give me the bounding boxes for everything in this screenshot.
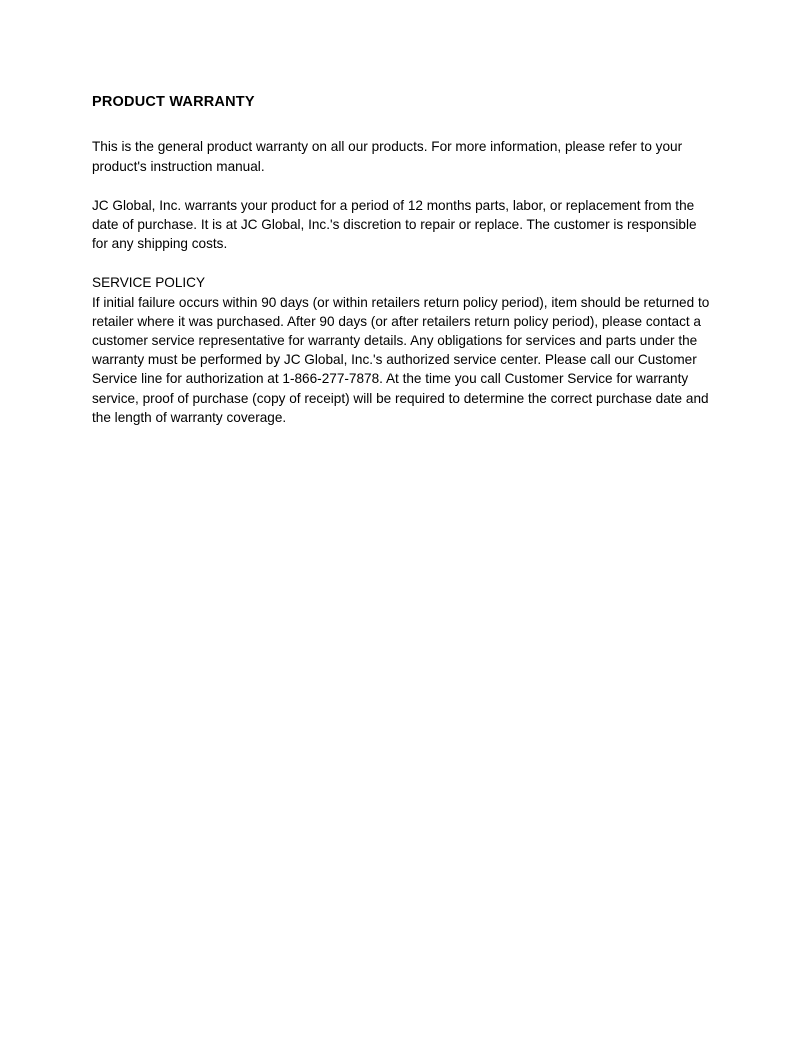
intro-paragraph: This is the general product warranty on all our products. For more information, please refer to your product's instruction manual. — [92, 139, 683, 174]
service-policy-paragraph: If initial failure occurs within 90 days (or within retailers return policy period), item should be returned to retailer where it was purchased. After 90 days (or after retailers return policy period), please contact a customer service representative for warranty details. Any obligations for services and parts under the warranty must be performed by JC Global, Inc.'s authorized service center. Please call our Customer Service line for authorization at 1-866-277-7878. At the time you call Customer Service for warranty service, proof of purchase (copy of receipt) will be required to determine the correct purchase date and the length of warranty coverage. — [92, 294, 710, 425]
document-body — [92, 94, 712, 427]
service-policy-heading: SERVICE POLICY — [92, 275, 206, 291]
warranty-terms-paragraph: JC Global, Inc. warrants your product for a period of 12 months parts, labor, or replacement from the date of purchase. It is at JC Global, Inc.'s discretion to repair or replace. The customer is responsible for any shipping costs. — [92, 197, 697, 252]
page-title: PRODUCT WARRANTY — [92, 94, 255, 110]
